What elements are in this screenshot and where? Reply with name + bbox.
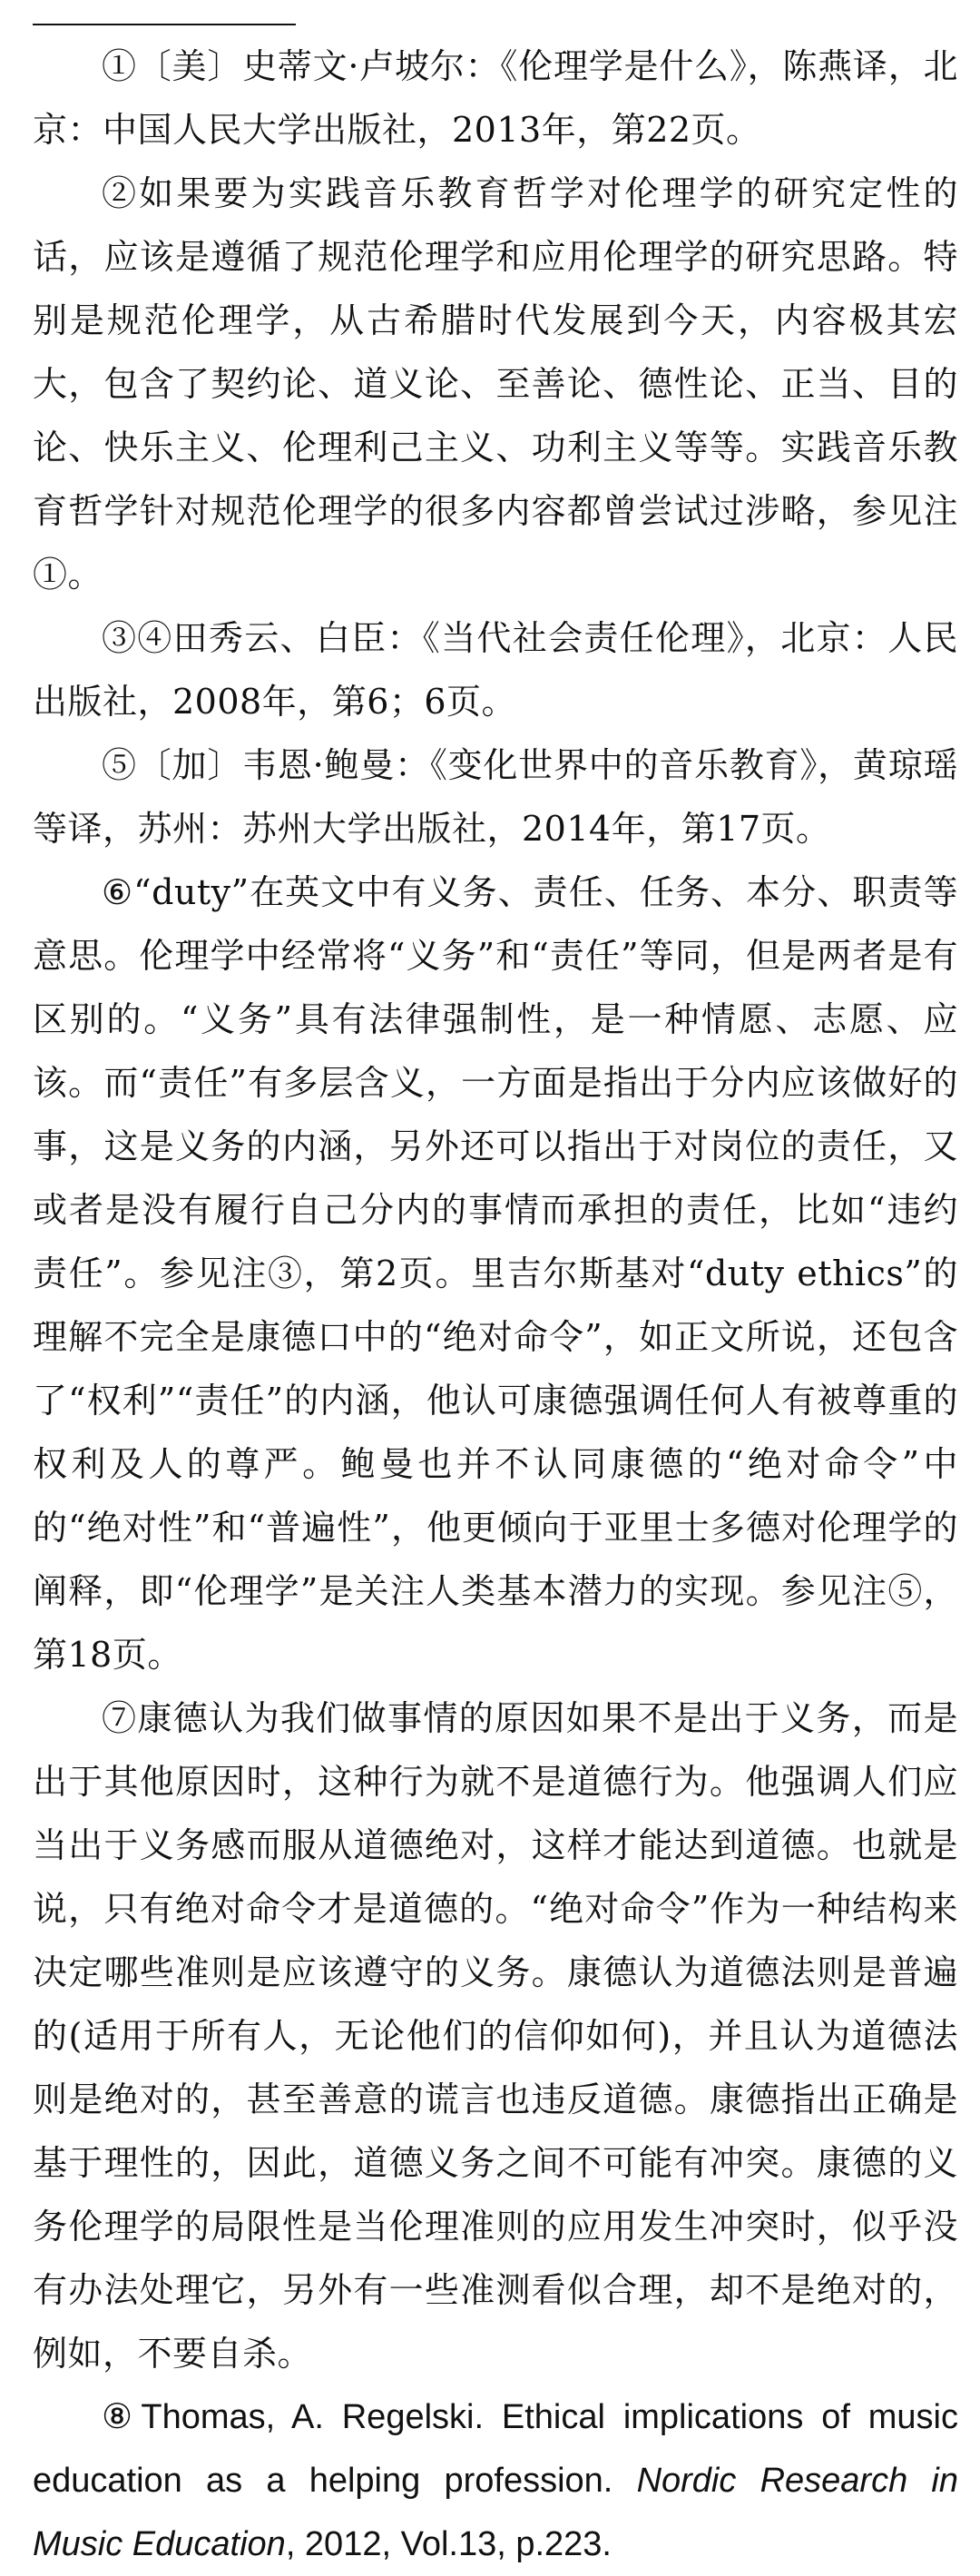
footnote-8-prefix: ⑧Thomas, A. Regelski. Ethical implications of music education as a helping profession. xyxy=(33,2398,958,2500)
footnote-1: ①〔美〕史蒂文·卢坡尔：《伦理学是什么》，陈燕译，北京：中国人民大学出版社，2013年，第22页。 xyxy=(33,46,958,150)
footnote-3-4: ③④田秀云、白臣：《当代社会责任伦理》，北京：人民出版社，2008年，第6；6页。 xyxy=(33,618,958,722)
footnote-6: ⑥“duty”在英文中有义务、责任、任务、本分、职责等意思。伦理学中经常将“义务”和“责任”等同，但是两者是有区别的。“义务”具有法律强制性，是一种情愿、志愿、应该。而“责任”有多层含义，一方面是指出于分内应该做好的事，这是义务的内涵，另外还可以指出于对岗位的责任，又或者是没有履行自己分内的事情而承担的责任，比如“违约责任”。参见注③，第2页。里吉尔斯基对“duty ethics”的理解不完全是康德口中的“绝对命令”，如正文所说，还包含了“权利”“责任”的内涵，他认可康德强调任何人有被尊重的权利及人的尊严。鲍曼也并不认同康德的“绝对命令”中的“绝对性”和“普遍性”，他更倾向于亚里士多德对伦理学的阐释，即“伦理学”是关注人类基本潜力的实现。参见注⑤，第18页。 xyxy=(33,872,958,1675)
footnote-5: ⑤〔加〕韦恩·鲍曼：《变化世界中的音乐教育》，黄琼瑶等译，苏州：苏州大学出版社，2014年，第17页。 xyxy=(33,745,958,849)
footnotes-block xyxy=(33,34,958,2576)
footnote-8-suffix: , 2012, Vol.13, p.223. xyxy=(285,2525,612,2563)
footnote-8-journal-title: Nordic Research in Music Education xyxy=(33,2462,958,2563)
footnote-7: ⑦康德认为我们做事情的原因如果不是出于义务，而是出于其他原因时，这种行为就不是道德行为。他强调人们应当出于义务感而服从道德绝对，这样才能达到道德。也就是说，只有绝对命令才是道德的。“绝对命令”作为一种结构来决定哪些准则是应该遵守的义务。康德认为道德法则是普遍的(适用于所有人，无论他们的信仰如何)，并且认为道德法则是绝对的，甚至善意的谎言也违反道德。康德指出正确是基于理性的，因此，道德义务之间不可能有冲突。康德的义务伦理学的局限性是当伦理准则的应用发生冲突时，似乎没有办法处理它，另外有一些准测看似合理，却不是绝对的，例如，不要自杀。 xyxy=(33,1698,958,2374)
footnote-separator-rule xyxy=(33,24,296,25)
footnote-2: ②如果要为实践音乐教育哲学对伦理学的研究定性的话，应该是遵循了规范伦理学和应用伦理学的研究思路。特别是规范伦理学，从古希腊时代发展到今天，内容极其宏大，包含了契约论、道义论、至善论、德性论、正当、目的论、快乐主义、伦理利己主义、功利主义等等。实践音乐教育哲学针对规范伦理学的很多内容都曾尝试过涉略，参见注①。 xyxy=(33,173,958,595)
footnote-8 xyxy=(33,2385,958,2576)
